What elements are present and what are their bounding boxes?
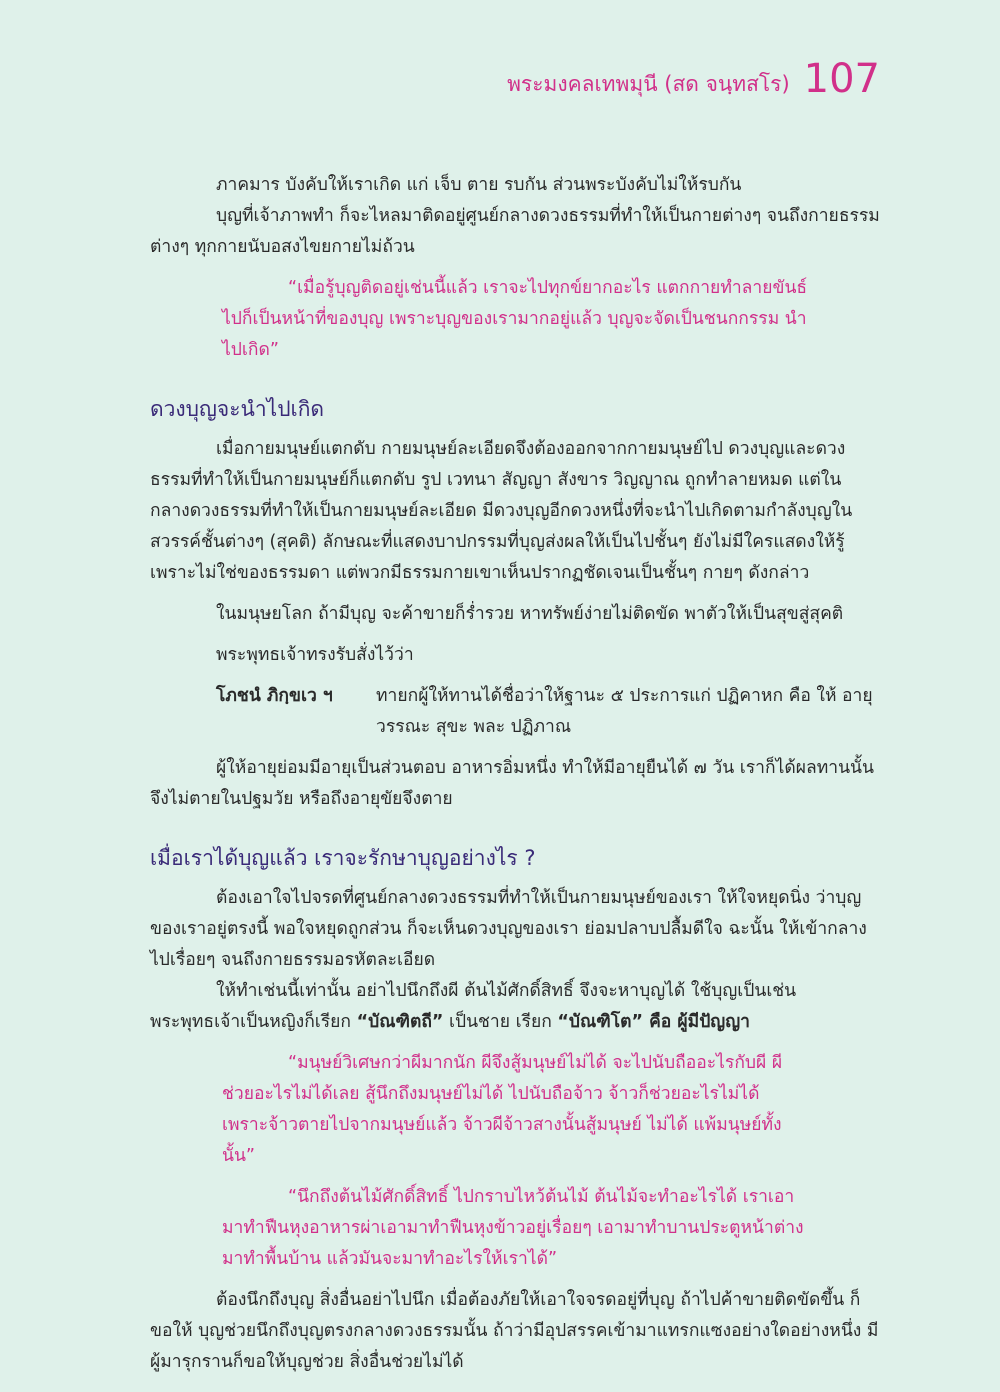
page-number: 107	[803, 56, 880, 102]
paragraph-8-term-male: “บัณฑิโต” คือ ผู้มีปัญญา	[557, 1012, 750, 1032]
running-header-author: พระมงคลเทพมุนี (สด จนฺทสโร)	[507, 72, 790, 96]
paragraph-4: ในมนุษยโลก ถ้ามีบุญ จะค้าขายก็ร่ำรวย หาทรัพย์ง่ายไม่ติดขัด พาตัวให้เป็นสุขสู่สุคติ	[216, 604, 844, 624]
paragraph-8	[150, 976, 880, 1038]
paragraph-8-term-female: “บัณฑิตถี”	[356, 1012, 444, 1032]
paragraph-1: ภาคมาร บังคับให้เราเกิด แก่ เจ็บ ตาย รบกัน ส่วนพระบังคับไม่ให้รบกัน	[216, 175, 742, 195]
paragraph-7: ต้องเอาใจไปจรดที่ศูนย์กลางดวงธรรมที่ทำให้เป็นกายมนุษย์ของเรา ให้ใจหยุดนิ่ง ว่าบุญของเราอยู่ตรงนี้ พอใจหยุดถูกส่วน ก็จะเห็นดวงบุญของเรา ย่อมปลาบปลื้มดีใจ ฉะนั้น ให้เข้ากลางไปเรื่อยๆ จนถึงกายธรรมอรหัตละเอียด	[150, 888, 867, 970]
paragraph-5: พระพุทธเจ้าทรงรับสั่งไว้ว่า	[216, 645, 414, 665]
paragraph-8-text-c: เป็นชาย เรียก	[443, 1012, 558, 1032]
pali-definition: ทายกผู้ให้ทานได้ชื่อว่าให้ฐานะ ๕ ประการแก่ ปฏิคาหก คือ ให้ อายุ วรรณะ สุขะ พละ ปฏิภาณ	[376, 686, 873, 737]
quote-3: “นึกถึงต้นไม้ศักดิ์สิทธิ์ ไปกราบไหว้ต้นไม้ ต้นไม้จะทำอะไรได้ เราเอามาทำฟืนหุงอาหารผ่าเอามาทำฟืนหุงข้าวอยู่เรื่อยๆ เอามาทำบานประตูหน้าต่างมาทำพื้นบ้าน แล้วมันจะมาทำอะไรให้เราได้”	[222, 1187, 804, 1269]
paragraph-9: ต้องนึกถึงบุญ สิ่งอื่นอย่าไปนึก เมื่อต้องภัยให้เอาใจจรดอยู่ที่บุญ ถ้าไปค้าขายติดขัดขึ้น ก็ขอให้ บุญช่วยนึกถึงบุญตรงกลางดวงธรรมนั้น ถ้าว่ามีอุปสรรคเข้ามาแทรกแซงอย่างใดอย่างหนึ่ง มีผู้มารุกรานก็ขอให้บุญช่วย สิ่งอื่นช่วยไม่ได้	[150, 1290, 879, 1372]
pali-term: โภชนํ ภิกฺขเว ฯ	[216, 686, 333, 706]
section-heading-2: เมื่อเราได้บุญแล้ว เราจะรักษาบุญอย่างไร ?	[150, 846, 536, 870]
quote-1: “เมื่อรู้บุญติดอยู่เช่นนี้แล้ว เราจะไปทุกข์ยากอะไร แตกกายทำลายขันธ์ไปก็เป็นหน้าที่ของบุญ เพราะบุญของเรามากอยู่แล้ว บุญจะจัดเป็นชนกกรรม นำไปเกิด”	[222, 278, 808, 360]
page-body	[150, 170, 880, 1378]
paragraph-3: เมื่อกายมนุษย์แตกดับ กายมนุษย์ละเอียดจึงต้องออกจากกายมนุษย์ไป ดวงบุญและดวงธรรมที่ทำให้เป็นกายมนุษย์ก็แตกดับ รูป เวทนา สัญญา สังขาร วิญญาณ ถูกทำลายหมด แต่ในกลางดวงธรรมที่ทำให้เป็นกายมนุษย์ละเอียด มีดวงบุญอีกดวงหนึ่งที่จะนำไปเกิดตามกำลังบุญในสวรรค์ชั้นต่างๆ (สุคติ) ลักษณะที่แสดงบาปกรรมที่บุญส่งผลให้เป็นไปชั้นๆ ยังไม่มีใครแสดงให้รู้ เพราะไม่ใช่ของธรรมดา แต่พวกมีธรรมกายเขาเห็นปรากฏชัดเจนเป็นชั้นๆ กายๆ ดังกล่าว	[150, 439, 853, 583]
running-header	[507, 52, 880, 102]
pali-verse	[150, 681, 880, 743]
section-heading-1: ดวงบุญจะนำไปเกิด	[150, 397, 325, 421]
paragraph-8-text-a: ให้ทำเช่นนี้เท่านั้น อย่าไปนึกถึงผี ต้นไม้ศักดิ์สิทธิ์ จึงจะหาบุญได้ ใช้บุญเป็นเช่น พระพุทธเจ้าเป็นหญิงก็เรียก	[150, 981, 797, 1032]
paragraph-6: ผู้ให้อายุย่อมมีอายุเป็นส่วนตอบ อาหารอิ่มหนึ่ง ทำให้มีอายุยืนได้ ๗ วัน เราก็ได้ผลทานนั้น จึงไม่ตายในปฐมวัย หรือถึงอายุขัยจึงตาย	[150, 758, 874, 809]
quote-2: “มนุษย์วิเศษกว่าผีมากนัก ผีจึงสู้มนุษย์ไม่ได้ จะไปนับถืออะไรกับผี ผีช่วยอะไรไม่ได้เลย สู้นึกถึงมนุษย์ไม่ได้ ไปนับถือจ้าว จ้าวก็ช่วยอะไรไม่ได้ เพราะจ้าวตายไปจากมนุษย์แล้ว จ้าวผีจ้าวสางนั้นสู้มนุษย์ ไม่ได้ แพ้มนุษย์ทั้งนั้น”	[222, 1053, 783, 1166]
paragraph-2: บุญที่เจ้าภาพทำ ก็จะไหลมาติดอยู่ศูนย์กลางดวงธรรมที่ทำให้เป็นกายต่างๆ จนถึงกายธรรมต่างๆ ทุกกายนับอสงไขยกายไม่ถ้วน	[150, 206, 880, 257]
